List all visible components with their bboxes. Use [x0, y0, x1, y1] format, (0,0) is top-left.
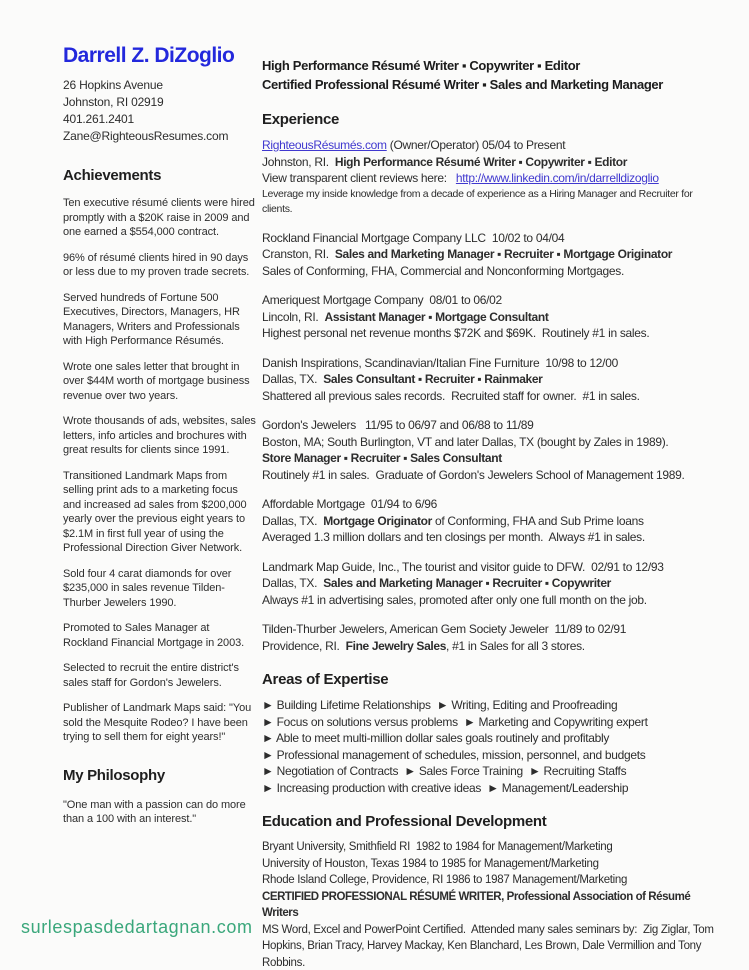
achievement-item: Wrote thousands of ads, websites, sales letters, info articles and brochures with great results for clients since 1991. [63, 415, 256, 456]
job-location: Dallas, TX. [262, 576, 324, 590]
job-company-line: Gordon's Jewelers 11/95 to 06/97 and 06/88 to 11/89 [262, 418, 534, 432]
job-location: Johnston, RI. [262, 154, 335, 169]
address-city: Johnston, RI 02919 [63, 95, 164, 109]
job-company-line: Affordable Mortgage 01/94 to 6/96 [262, 497, 438, 511]
job-location-line: Boston, MA; South Burlington, VT and later Dallas, TX (bought by Zales in 1989). [262, 434, 669, 449]
achievement-item: Publisher of Landmark Maps said: "You sold the Mesquite Rodeo? I have been trying to sell them for eight years!" [63, 702, 252, 743]
expertise-item: ► Focus on solutions versus problems ► Marketing and Copywriting expert [262, 714, 648, 729]
achievement-item: Wrote one sales letter that brought in over $44M worth of mortgage business revenue over two years. [63, 360, 250, 402]
job-entry-affordable-mortgage [262, 496, 724, 546]
email-address: Zane@RighteousResumes.com [63, 129, 229, 143]
job-title: Store Manager ▪ Recruiter ▪ Sales Consultant [262, 451, 502, 465]
expertise-item: ► Building Lifetime Relationships ► Writing, Editing and Proofreading [262, 698, 618, 712]
achievement-item: Ten executive résumé clients were hired promptly with a $20K raise in 2009 and one earned a $554,000 contract. [63, 197, 255, 238]
job-title-line [262, 154, 724, 171]
job-entry-danish-inspirations [262, 355, 724, 405]
job-title-line [262, 246, 724, 263]
job-location: Dallas, TX. [262, 513, 324, 528]
education-item: Rhode Island College, Providence, RI 1986 to 1987 Management/Marketing [262, 874, 628, 886]
education-item: Bryant University, Smithfield RI 1982 to 1984 for Management/Marketing [262, 841, 613, 853]
achievement-item: Selected to recruit the entire district's sales staff for Gordon's Jewelers. [63, 662, 239, 689]
job-entry-ameriquest [262, 292, 724, 342]
job-company-line: Landmark Map Guide, Inc., The tourist and visitor guide to DFW. 02/91 to 12/93 [262, 559, 664, 574]
linkedin-link[interactable]: http://www.linkedin.com/in/darrelldizoglio [455, 171, 659, 185]
job-title-line [262, 371, 724, 388]
phone-number: 401.261.2401 [63, 112, 135, 126]
philosophy-heading: My Philosophy [63, 766, 165, 784]
job-company-rest: (Owner/Operator) 05/04 to Present [386, 138, 566, 152]
job-entry-landmark-map-guide [262, 559, 724, 609]
person-name: Darrell Z. DiZoglio [63, 44, 235, 67]
expertise-item: ► Professional management of schedules, mission, personnel, and budgets [262, 747, 646, 762]
job-title: Fine Jewelry Sales [345, 638, 447, 653]
expertise-item: ► Negotiation of Contracts ► Sales Force Training ► Recruiting Staffs [262, 764, 627, 778]
job-company-line [262, 137, 724, 154]
expertise-item: ► Increasing production with creative ideas ► Management/Leadership [262, 780, 629, 795]
job-company-line: Rockland Financial Mortgage Company LLC 10/02 to 04/04 [262, 230, 565, 245]
job-title: Sales and Marketing Manager ▪ Recruiter ▪ Copywriter [323, 576, 611, 590]
job-title-line [262, 450, 724, 467]
achievements-heading: Achievements [63, 167, 162, 184]
job-company-line: Danish Inspirations, Scandinavian/Italian Fine Furniture 10/98 to 12/00 [262, 355, 618, 370]
left-column [63, 44, 257, 827]
achievement-item: Transitioned Landmark Maps from selling print ads to a marketing focus and increased ad sales from $200,000 yearly over the previous eight years to $2.1M in first full year of using the Professional Direction Giver Network. [63, 469, 247, 554]
job-entry-righteousresumes [262, 137, 724, 217]
education-certification: CERTIFIED PROFESSIONAL RÉSUMÉ WRITER, Professional Association of Résumé Writers [262, 890, 694, 919]
job-title: Sales Consultant ▪ Recruiter ▪ Rainmaker [323, 372, 543, 386]
job-location: Cranston, RI. [262, 247, 335, 261]
education-item: University of Houston, Texas 1984 to 1985 for Management/Marketing [262, 857, 599, 870]
achievement-item: Promoted to Sales Manager at Rockland Financial Mortgage in 2003. [63, 622, 245, 649]
headline-block [262, 56, 724, 94]
job-title-line [262, 575, 724, 592]
job-title-line [262, 309, 724, 326]
job-title-line [262, 513, 724, 530]
job-entry-rockland [262, 230, 724, 280]
job-title-line [262, 638, 724, 655]
job-title-rest: , #1 in Sales for all 3 stores. [446, 638, 585, 653]
address-street: 26 Hopkins Avenue [63, 78, 163, 92]
expertise-item: ► Able to meet multi-million dollar sales goals routinely and profitably [262, 731, 610, 745]
righteousresumes-link[interactable]: RighteousRésumés.com [262, 138, 387, 152]
achievement-item: Sold four 4 carat diamonds for over $235,000 in sales revenue Tilden-Thurber Jewelers 1990. [63, 567, 232, 609]
job-entry-gordons-jewelers [262, 417, 724, 483]
headline-line-2: Certified Professional Résumé Writer ▪ Sales and Marketing Manager [262, 77, 664, 92]
job-title: Mortgage Originator [323, 513, 432, 528]
job-detail: Highest personal net revenue months $72K and $69K. Routinely #1 in sales. [262, 326, 650, 340]
watermark-text: surlespasdedartagnan.com [21, 917, 253, 937]
job-detail: Averaged 1.3 million dollars and ten closings per month. Always #1 in sales. [262, 530, 645, 544]
education-item: MS Word, Excel and PowerPoint Certified. Attended many sales seminars by: Zig Ziglar, Tom Hopkins, Brian Tracy, Harvey Mackay, Ken Blanchard, Les Brown, Dale Vermillion and Tony Robbins. [262, 923, 717, 969]
achievement-item: Served hundreds of Fortune 500 Executives, Directors, Managers, HR Managers, Writers and Professionals with High Performance Résumés. [63, 291, 240, 347]
job-title: Assistant Manager ▪ Mortgage Consultant [324, 309, 549, 324]
job-title: Sales and Marketing Manager ▪ Recruiter ▪ Mortgage Originator [334, 247, 673, 261]
achievement-item: 96% of résumé clients hired in 90 days or less due to my proven trade secrets. [63, 251, 250, 278]
job-company-line: Tilden-Thurber Jewelers, American Gem Society Jeweler 11/89 to 02/91 [262, 622, 627, 636]
right-column [262, 56, 724, 970]
philosophy-quote: "One man with a passion can do more than a 100 with an interest." [63, 798, 246, 825]
headline-line-1: High Performance Résumé Writer ▪ Copywriter ▪ Editor [262, 58, 581, 73]
job-company-line: Ameriquest Mortgage Company 08/01 to 06/02 [262, 293, 502, 307]
education-heading: Education and Professional Development [262, 813, 547, 830]
job-detail: Always #1 in advertising sales, promoted after only one full month on the job. [262, 592, 647, 607]
expertise-heading: Areas of Expertise [262, 671, 389, 688]
job-detail: Routinely #1 in sales. Graduate of Gordon's Jewelers School of Management 1989. [262, 467, 685, 482]
job-location: Providence, RI. [262, 638, 346, 653]
reviews-label: View transparent client reviews here: [262, 171, 456, 185]
job-title: High Performance Résumé Writer ▪ Copywriter ▪ Editor [334, 154, 628, 169]
job-location: Lincoln, RI. [262, 309, 325, 324]
job-title-rest: of Conforming, FHA and Sub Prime loans [431, 513, 644, 528]
job-note: Leverage my inside knowledge from a decade of experience as a Hiring Manager and Recruiter for clients. [262, 187, 696, 215]
experience-heading: Experience [262, 111, 340, 128]
job-detail: Sales of Conforming, FHA, Commercial and Nonconforming Mortgages. [262, 263, 624, 278]
job-reviews-line [262, 170, 724, 187]
job-detail: Shattered all previous sales records. Recruited staff for owner. #1 in sales. [262, 388, 640, 403]
contact-block [63, 77, 257, 145]
job-location: Dallas, TX. [262, 372, 324, 386]
job-entry-tilden-thurber [262, 621, 724, 654]
